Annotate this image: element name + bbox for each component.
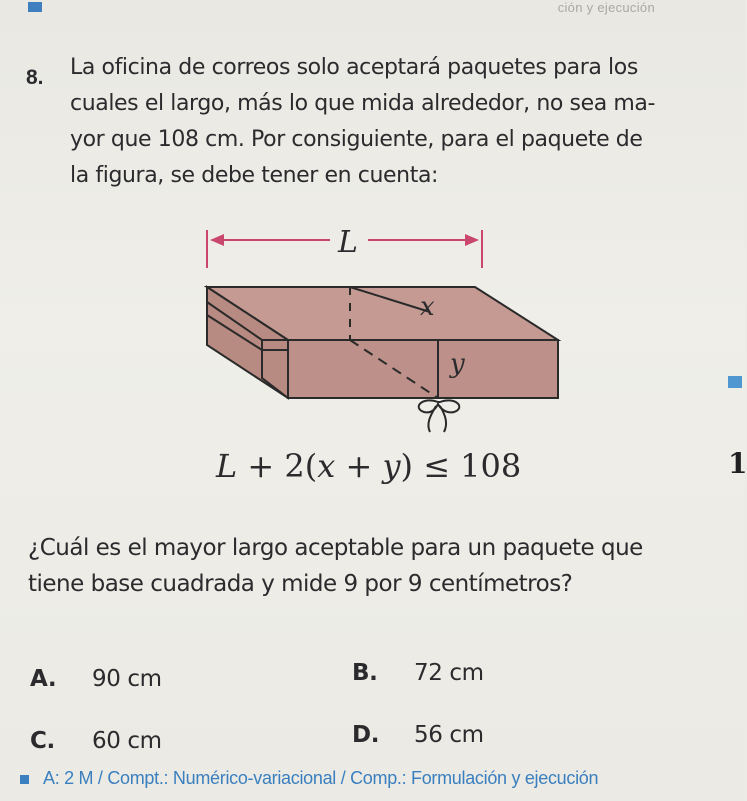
header-faint-text: ción y ejecución xyxy=(557,0,655,15)
side-marker-square xyxy=(728,376,742,388)
page-corner-marker xyxy=(28,2,42,12)
question-text xyxy=(28,530,718,602)
formula-plus: + 2( xyxy=(237,447,318,485)
problem-number: 8. xyxy=(26,66,44,89)
formula-rest: ) ≤ 108 xyxy=(400,447,522,485)
bow-loops xyxy=(419,400,460,412)
footer-text: A: 2 M / Compt.: Numérico-variacional / Comp.: Formulación y ejecución xyxy=(43,768,599,788)
question-line: ¿Cuál es el mayor largo aceptable para un paquete que xyxy=(28,535,643,561)
option-letter: C. xyxy=(30,728,55,754)
stem-line: La oficina de correos solo aceptará paquetes para los xyxy=(70,55,638,80)
stem-line: la figura, se debe tener en cuenta: xyxy=(70,163,439,188)
option-text: 60 cm xyxy=(92,728,162,754)
option-text: 90 cm xyxy=(92,666,162,692)
option-a[interactable] xyxy=(30,666,162,692)
length-label: L xyxy=(338,225,358,260)
question-line: tiene base cuadrada y mide 9 por 9 centímetros? xyxy=(28,571,573,597)
package-diagram xyxy=(190,220,570,445)
arrowhead-right xyxy=(465,234,479,246)
side-number: 1 xyxy=(728,447,747,480)
width-label: x xyxy=(420,292,435,322)
footer-bullet-icon xyxy=(20,775,29,784)
height-label: y xyxy=(450,349,465,379)
option-letter: D. xyxy=(352,722,380,748)
option-b[interactable] xyxy=(352,660,484,686)
option-letter: B. xyxy=(352,660,378,686)
arrowhead-left xyxy=(210,234,224,246)
formula-y: y xyxy=(382,447,401,485)
option-c[interactable] xyxy=(30,728,162,754)
formula-plus2: + xyxy=(335,447,383,485)
option-text: 56 cm xyxy=(414,722,484,748)
inequality-formula xyxy=(216,447,521,485)
stem-line: yor que 108 cm. Por consiguiente, para el paquete de xyxy=(70,127,643,152)
stem-line: cuales el largo, más lo que mida alrededor, no sea ma- xyxy=(70,91,656,116)
formula-L: L xyxy=(216,447,238,485)
option-letter: A. xyxy=(30,666,57,692)
formula-x: x xyxy=(317,447,336,485)
package-figure xyxy=(190,220,570,445)
option-text: 72 cm xyxy=(414,660,484,686)
competency-footer xyxy=(20,768,598,789)
problem-stem xyxy=(70,50,690,194)
option-d[interactable] xyxy=(352,722,484,748)
